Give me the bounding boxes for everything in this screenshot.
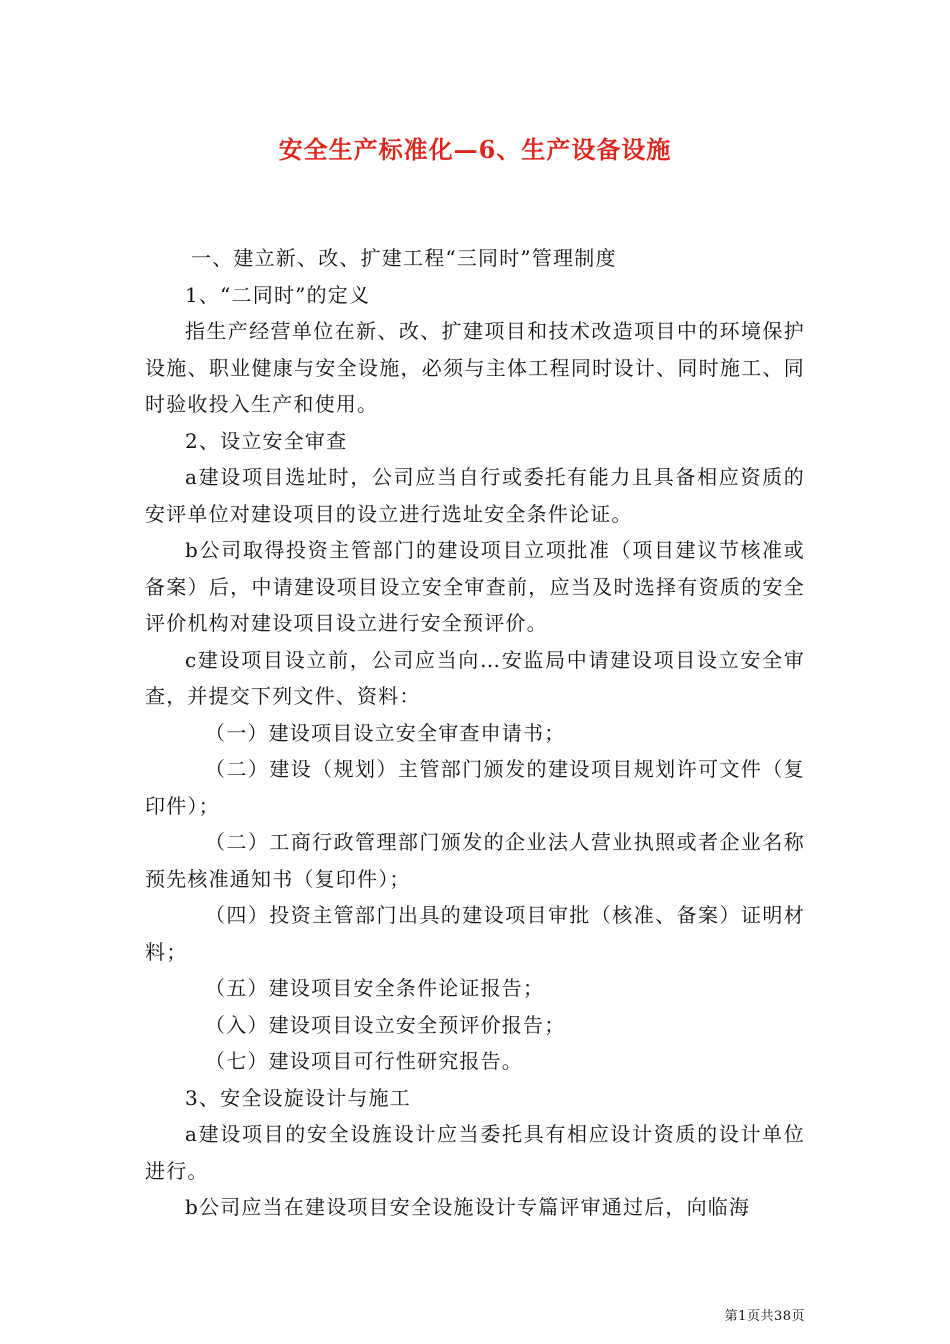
paragraph: b公司应当在建设项目安全设施设计专篇评审通过后，向临海 xyxy=(185,1195,751,1219)
paragraph: （四）投资主管部门出具的建设项目审批（核准、备案）证明材料； xyxy=(145,903,805,964)
paragraph: b公司取得投资主管部门的建设项目立项批准（项目建议节核准或备案）后，中请建设项目设立安全审查前，应当及时选择有资质的安全评价机构对建设项目设立进行安全预评价。 xyxy=(145,538,805,635)
paragraph: （二）建设（规划）主管部门颁发的建设项目规划许可文件（复印件）； xyxy=(145,757,805,818)
paragraph: 一、建立新、改、扩建工程“三同时”管理制度 xyxy=(191,246,617,270)
document-title: 安全生产标准化—6、生产设备设施 xyxy=(278,135,672,164)
document-body xyxy=(145,240,805,1226)
paragraph: 2、设立安全审查 xyxy=(185,428,348,453)
paragraph: 指生产经营单位在新、改、扩建项目和技术改造项目中的环境保护设施、职业健康与安全设施，必须与主体工程同时设计、同时施工、同时验收投入生产和使用。 xyxy=(145,319,805,416)
paragraph: （五）建设项目安全条件论证报告； xyxy=(205,976,545,1000)
paragraph: 3、安全设旋设计与施工 xyxy=(185,1085,411,1110)
paragraph: （二）工商行政管理部门颁发的企业法人营业执照或者企业名称预先核准通知书（复印件）； xyxy=(145,830,805,891)
paragraph: a建设项目的安全设旌设计应当委托具有相应设计资质的设计单位进行。 xyxy=(145,1122,805,1183)
paragraph: （七）建设项目可行性研究报告。 xyxy=(205,1049,523,1073)
page-footer: 第1页共38页 xyxy=(724,1309,805,1324)
paragraph: （一）建设项目设立安全审查申请书； xyxy=(205,720,566,745)
paragraph: a建设项目选址时，公司应当自行或委托有能力且具备相应资质的安评单位对建设项目的设立进行选址安全条件论证。 xyxy=(145,465,805,526)
paragraph: 1、“二同时”的定义 xyxy=(185,282,371,307)
paragraph: （入）建设项目设立安全预评价报告； xyxy=(205,1012,566,1037)
paragraph: c建设项目设立前，公司应当向…安监局中请建设项目设立安全审查，并提交下列文件、资料： xyxy=(145,647,805,708)
